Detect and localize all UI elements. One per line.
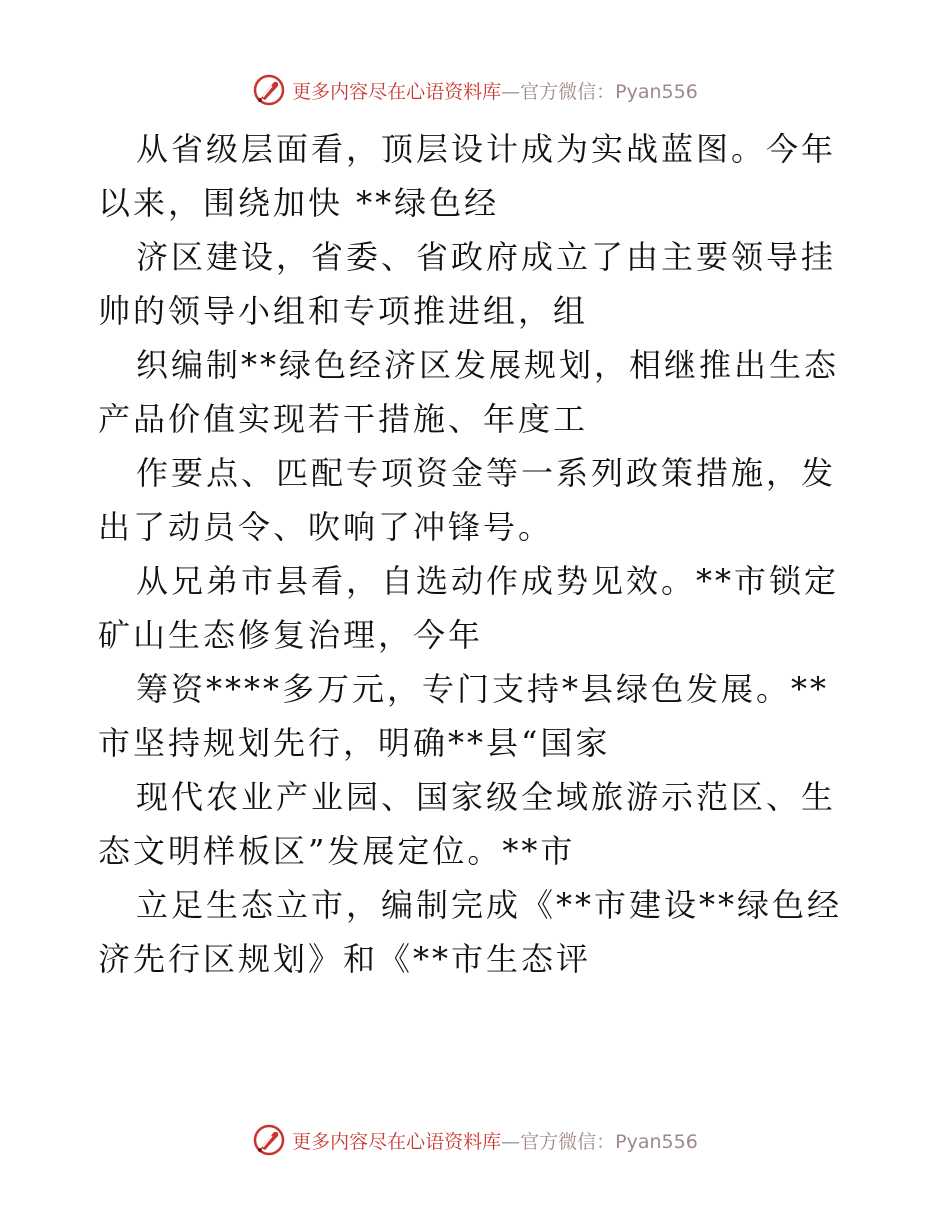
footer-banner	[0, 1120, 950, 1160]
paragraph: 织编制**绿色经济区发展规划，相继推出生态产品价值实现若干措施、年度工	[98, 346, 840, 438]
feather-pen-logo-icon	[252, 1123, 286, 1157]
banner-main-text: 更多内容尽在心语资料库	[292, 80, 502, 103]
banner-dash: —	[501, 1130, 521, 1153]
paragraph: 从省级层面看，顶层设计成为实战蓝图。今年以来，围绕加快 **绿色经	[98, 130, 837, 222]
paragraph: 济区建设，省委、省政府成立了由主要领导挂帅的领导小组和专项推进组，组	[98, 238, 837, 330]
banner-text	[292, 77, 698, 104]
banner-text	[292, 1127, 698, 1154]
paragraph: 作要点、匹配专项资金等一系列政策措施，发出了动员令、吹响了冲锋号。	[98, 454, 837, 546]
banner-wechat-text: 官方微信：Pyan556	[520, 80, 698, 103]
banner-dash: —	[501, 80, 521, 103]
banner-main-text: 更多内容尽在心语资料库	[292, 1130, 502, 1153]
header-banner	[0, 70, 950, 110]
paragraph: 从兄弟市县看，自选动作成势见效。**市锁定矿山生态修复治理，今年	[98, 562, 840, 654]
document-body	[98, 122, 858, 986]
paragraph: 筹资****多万元，专门支持*县绿色发展。**市坚持规划先行，明确**县“国家	[98, 670, 830, 762]
banner-wechat-text: 官方微信：Pyan556	[520, 1130, 698, 1153]
paragraph: 现代农业产业园、国家级全域旅游示范区、生态文明样板区”发展定位。**市	[98, 778, 837, 870]
feather-pen-logo-icon	[252, 73, 286, 107]
paragraph: 立足生态立市，编制完成《**市建设**绿色经济先行区规划》和《**市生态评	[98, 886, 843, 978]
